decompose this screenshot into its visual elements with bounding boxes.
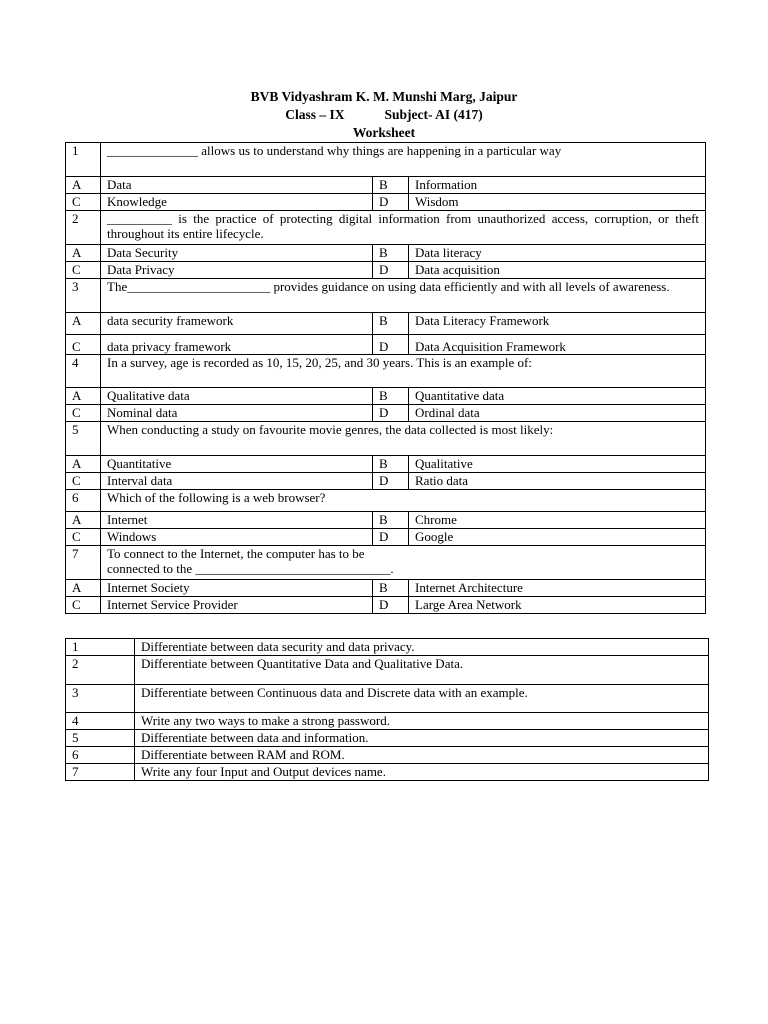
short-question-text: Differentiate between data security and data privacy. bbox=[135, 639, 709, 656]
short-question-row bbox=[66, 730, 709, 747]
short-question-row bbox=[66, 747, 709, 764]
option-text: Knowledge bbox=[101, 194, 373, 211]
option-letter: D bbox=[373, 597, 409, 614]
question-text: ______________ allows us to understand why things are happening in a particular way bbox=[101, 143, 706, 177]
option-letter: D bbox=[373, 473, 409, 490]
option-text: Windows bbox=[101, 529, 373, 546]
option-letter: C bbox=[66, 194, 101, 211]
short-question-text: Differentiate between RAM and ROM. bbox=[135, 747, 709, 764]
option-row bbox=[66, 245, 706, 262]
question-number: 1 bbox=[66, 143, 101, 177]
option-letter: B bbox=[373, 456, 409, 473]
short-question-text: Differentiate between Continuous data and Discrete data with an example. bbox=[135, 685, 709, 713]
option-row bbox=[66, 512, 706, 529]
option-text: Large Area Network bbox=[409, 597, 706, 614]
option-text: Google bbox=[409, 529, 706, 546]
option-letter: C bbox=[66, 529, 101, 546]
class-subject-line bbox=[0, 106, 768, 124]
short-question-number: 3 bbox=[66, 685, 135, 713]
short-question-row bbox=[66, 764, 709, 781]
short-question-number: 7 bbox=[66, 764, 135, 781]
question-text-line: To connect to the Internet, the computer has to be bbox=[107, 546, 365, 561]
option-text: Wisdom bbox=[409, 194, 706, 211]
short-question-number: 1 bbox=[66, 639, 135, 656]
class-label: Class – IX bbox=[285, 107, 345, 122]
subject-label: Subject- AI (417) bbox=[384, 107, 483, 122]
question-row bbox=[66, 143, 706, 177]
question-row bbox=[66, 490, 706, 512]
short-question-text: Differentiate between data and information. bbox=[135, 730, 709, 747]
short-question-text: Write any four Input and Output devices name. bbox=[135, 764, 709, 781]
option-letter: B bbox=[373, 177, 409, 194]
option-text: Data Literacy Framework bbox=[409, 313, 706, 335]
option-letter: C bbox=[66, 597, 101, 614]
question-number: 2 bbox=[66, 211, 101, 245]
option-text: Internet Service Provider bbox=[101, 597, 373, 614]
option-text: Quantitative bbox=[101, 456, 373, 473]
short-question-text: Write any two ways to make a strong password. bbox=[135, 713, 709, 730]
option-row bbox=[66, 529, 706, 546]
option-letter: B bbox=[373, 512, 409, 529]
option-text: Internet Society bbox=[101, 580, 373, 597]
option-row bbox=[66, 194, 706, 211]
option-row bbox=[66, 262, 706, 279]
option-letter: A bbox=[66, 512, 101, 529]
option-text: Qualitative bbox=[409, 456, 706, 473]
question-text: In a survey, age is recorded as 10, 15, 20, 25, and 30 years. This is an example of: bbox=[101, 355, 706, 388]
option-row bbox=[66, 456, 706, 473]
option-letter: A bbox=[66, 313, 101, 335]
option-letter: D bbox=[373, 194, 409, 211]
school-name: BVB Vidyashram K. M. Munshi Marg, Jaipur bbox=[250, 89, 518, 104]
option-letter: B bbox=[373, 388, 409, 405]
question-text: When conducting a study on favourite movie genres, the data collected is most likely: bbox=[101, 422, 706, 456]
short-question-row bbox=[66, 685, 709, 713]
short-question-row bbox=[66, 713, 709, 730]
short-question-number: 4 bbox=[66, 713, 135, 730]
option-letter: A bbox=[66, 580, 101, 597]
option-row bbox=[66, 473, 706, 490]
question-number: 7 bbox=[66, 546, 101, 580]
option-row bbox=[66, 388, 706, 405]
option-row bbox=[66, 335, 706, 355]
option-text: data security framework bbox=[101, 313, 373, 335]
short-question-row bbox=[66, 639, 709, 656]
short-question-number: 2 bbox=[66, 656, 135, 685]
short-question-row bbox=[66, 656, 709, 685]
option-text: data privacy framework bbox=[101, 335, 373, 355]
option-text: Ordinal data bbox=[409, 405, 706, 422]
short-question-number: 5 bbox=[66, 730, 135, 747]
question-text: The______________________ provides guidance on using data efficiently and with all levels of awareness. bbox=[101, 279, 706, 313]
option-text: Internet bbox=[101, 512, 373, 529]
option-text: Quantitative data bbox=[409, 388, 706, 405]
question-text: __________ is the practice of protecting digital information from unauthorized access, corruption, or theft throughout its entire lifecycle. bbox=[101, 211, 706, 245]
option-text: Qualitative data bbox=[101, 388, 373, 405]
option-letter: C bbox=[66, 335, 101, 355]
option-letter: D bbox=[373, 529, 409, 546]
question-number: 3 bbox=[66, 279, 101, 313]
option-row bbox=[66, 177, 706, 194]
option-text: Nominal data bbox=[101, 405, 373, 422]
question-text bbox=[101, 546, 706, 580]
option-letter: A bbox=[66, 456, 101, 473]
option-row bbox=[66, 313, 706, 335]
question-row bbox=[66, 355, 706, 388]
question-text: Which of the following is a web browser? bbox=[101, 490, 706, 512]
option-letter: C bbox=[66, 473, 101, 490]
option-row bbox=[66, 580, 706, 597]
option-text: Data Privacy bbox=[101, 262, 373, 279]
short-question-text: Differentiate between Quantitative Data and Qualitative Data. bbox=[135, 656, 709, 685]
option-letter: D bbox=[373, 405, 409, 422]
question-row bbox=[66, 422, 706, 456]
option-text: Data acquisition bbox=[409, 262, 706, 279]
option-letter: C bbox=[66, 405, 101, 422]
question-number: 6 bbox=[66, 490, 101, 512]
option-text: Information bbox=[409, 177, 706, 194]
doc-title: Worksheet bbox=[352, 125, 416, 140]
option-letter: A bbox=[66, 245, 101, 262]
question-number: 4 bbox=[66, 355, 101, 388]
short-questions-table bbox=[65, 638, 709, 781]
question-row bbox=[66, 546, 706, 580]
option-row bbox=[66, 597, 706, 614]
option-letter: D bbox=[373, 262, 409, 279]
short-question-number: 6 bbox=[66, 747, 135, 764]
option-text: Data Security bbox=[101, 245, 373, 262]
option-text: Data bbox=[101, 177, 373, 194]
option-text: Internet Architecture bbox=[409, 580, 706, 597]
option-text: Chrome bbox=[409, 512, 706, 529]
option-letter: B bbox=[373, 580, 409, 597]
mcq-table bbox=[65, 142, 706, 614]
option-text: Data literacy bbox=[409, 245, 706, 262]
worksheet-header bbox=[0, 88, 768, 142]
option-letter: B bbox=[373, 245, 409, 262]
question-row bbox=[66, 211, 706, 245]
option-letter: D bbox=[373, 335, 409, 355]
option-letter: A bbox=[66, 177, 101, 194]
question-row bbox=[66, 279, 706, 313]
question-number: 5 bbox=[66, 422, 101, 456]
question-text-line: connected to the ______________________________. bbox=[107, 561, 394, 576]
option-letter: B bbox=[373, 313, 409, 335]
option-text: Interval data bbox=[101, 473, 373, 490]
option-letter: A bbox=[66, 388, 101, 405]
option-row bbox=[66, 405, 706, 422]
option-letter: C bbox=[66, 262, 101, 279]
option-text: Data Acquisition Framework bbox=[409, 335, 706, 355]
option-text: Ratio data bbox=[409, 473, 706, 490]
